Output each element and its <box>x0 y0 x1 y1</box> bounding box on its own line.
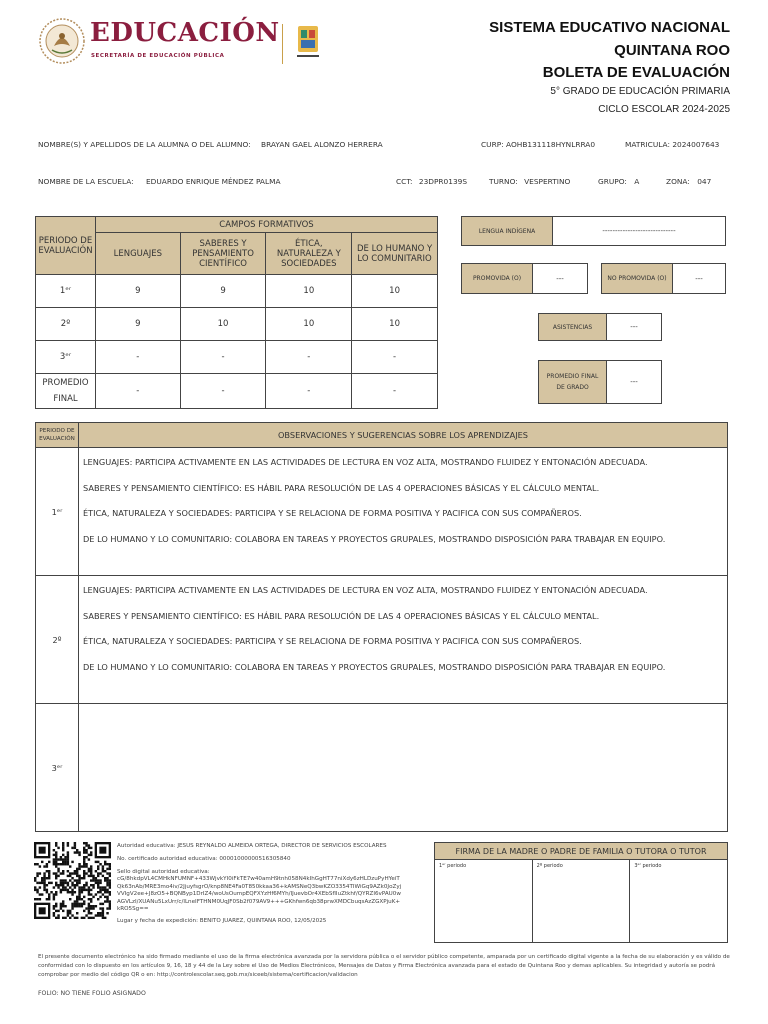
cct-label: CCT: <box>396 177 413 186</box>
matricula-field <box>625 140 719 149</box>
mexico-seal-icon <box>38 16 86 66</box>
period-label: 3ᵉʳ <box>36 341 96 374</box>
student-name-row <box>38 140 383 149</box>
student-name-label: NOMBRE(S) Y APELLIDOS DE LA ALUMNA O DEL ALUMNO: <box>38 140 251 149</box>
logo-wordmark: EDUCACIÓN <box>90 18 280 48</box>
obs-period-label: 1ᵉʳ <box>36 448 79 576</box>
cct-field <box>396 177 467 186</box>
lugar-fecha: Lugar y fecha de expedición: BENITO JUAREZ, QUINTANA ROO, 12/05/2025 <box>117 917 327 924</box>
no-promovida-value: --- <box>672 263 726 294</box>
turno-field <box>489 177 570 186</box>
promovida-label: PROMOVIDA (O) <box>461 263 533 294</box>
curp-label: CURP: <box>481 140 504 149</box>
observations-table <box>35 422 728 832</box>
table-row <box>36 448 728 576</box>
matricula-label: MATRICULA: <box>625 140 670 149</box>
legal-notice: El presente documento electrónico ha sido firmado mediante el uso de la firma electrónica avanzada por la servidora pública o el servidor público competente, amparada por un certificado digital vigente a la fecha de su elaboración y es válido de conformidad con lo dispuesto en los artículos 9, 16, 18 y 44 de la Ley sobre el Uso de Medios Electrónicos, Mensajes de Datos y Firma Electrónica avanzada para el estado de Quintana Roo y demas aplicables. Su integridad y autoría se podrá comprobar por medio del código QR o en: http://controlescolar.seq.gob.mx/siceeb/sistema/certificacion/validacion <box>38 954 730 978</box>
cct-value: 23DPR0139S <box>418 177 468 186</box>
certificate-info <box>117 842 402 925</box>
school-year: CICLO ESCOLAR 2024-2025 <box>598 104 730 115</box>
asistencias-label: ASISTENCIAS <box>538 313 607 341</box>
grade-level: 5° GRADO DE EDUCACIÓN PRIMARIA <box>550 86 730 97</box>
sello-label: Sello digital autoridad educativa: <box>117 869 210 875</box>
obs-line: ÉTICA, NATURALEZA Y SOCIEDADES: PARTICIPA Y SE RELACIONA DE FORMA POSITIVA Y PACIFICA CON SUS COMPAÑEROS. <box>83 636 582 647</box>
grade-cell: - <box>180 341 266 374</box>
obs-line: DE LO HUMANO Y LO COMUNITARIO: COLABORA EN TAREAS Y PROYECTOS GRUPALES, MOSTRANDO DISPOSICIÓN PARA TRABAJAR EN EQUIPO. <box>83 533 666 544</box>
grade-cell: - <box>95 374 180 409</box>
turno-label: TURNO: <box>489 177 518 186</box>
sello-digital: cG/8hkdpVL4CMHkNFUMNF+433WjvkYI0iFkTE7w40amH9tnh058N4kIhGgHT77niXdy6zHLDzuPyHYeiTQk63nAb/MRE3mo4iv/2JjuyfsgrO/knp8NE4Fa0T850kkaa36+kAMSNeQ3bwKZO3354TIWiGq9AZk0JoZyjVVIgV2ee+J8zO5+BQNByp1DrIZ4/woUsOumpEQFXYzHf6MYh/IJuevbOr4XEbSflIuZtkhf/QYRZI6vPAU0wAGVLzI/XUANu5LxUrr/c/lLneIFTHNM0UqJF0Sb2f079AV9+++GKhfwn6qb38prwXMDCbuqsAzZGXPjuK+kRO5Sg== <box>117 876 402 913</box>
table-row <box>36 341 438 374</box>
header-line-2: QUINTANA ROO <box>614 42 730 59</box>
obs-title: OBSERVACIONES Y SUGERENCIAS SOBRE LOS APRENDIZAJES <box>79 423 728 448</box>
logo-subtitle: SECRETARÍA DE EDUCACIÓN PÚBLICA <box>91 53 225 59</box>
obs-period-label: 3ᵉʳ <box>36 704 79 832</box>
table-row <box>36 374 438 409</box>
autoridad-educativa: Autoridad educativa: JESUS REYNALDO ALMEIDA ORTEGA, DIRECTOR DE SERVICIOS ESCOLARES <box>117 843 387 849</box>
table-row <box>36 576 728 704</box>
certificado-number: No. certificado autoridad educativa: 00001000000516305840 <box>117 856 291 862</box>
obs-line: SABERES Y PENSAMIENTO CIENTÍFICO: ES HÁBIL PARA RESOLUCIÓN DE LAS 4 OPERACIONES BÁSICAS Y EL CÁLCULO MENTAL. <box>83 610 600 621</box>
table-row <box>36 704 728 832</box>
firma-title: FIRMA DE LA MADRE O PADRE DE FAMILIA O TUTORA O TUTOR <box>435 843 728 860</box>
grupo-label: GRUPO: <box>598 177 627 186</box>
grade-cell: - <box>266 374 352 409</box>
promedio-final-label: PROMEDIO FINAL DE GRADO <box>538 360 607 404</box>
grade-cell: 10 <box>352 275 438 308</box>
signature-table <box>434 842 728 943</box>
grade-cell: 9 <box>95 308 180 341</box>
firma-period-cell: 3ᵉʳ periodo <box>630 860 728 943</box>
firma-period-cell: 1ᵉʳ periodo <box>435 860 533 943</box>
matricula-value: 2024007643 <box>672 140 720 149</box>
curp-value: AOHB131118HYNLRRA0 <box>506 140 596 149</box>
turno-value: VESPERTINO <box>524 177 571 186</box>
grade-cell: - <box>352 374 438 409</box>
campos-header: CAMPOS FORMATIVOS <box>95 217 437 233</box>
grades-table <box>35 216 438 409</box>
document-title: BOLETA DE EVALUACIÓN <box>542 64 730 81</box>
promovida-value: --- <box>532 263 588 294</box>
obs-line: DE LO HUMANO Y LO COMUNITARIO: COLABORA EN TAREAS Y PROYECTOS GRUPALES, MOSTRANDO DISPOSICIÓN PARA TRABAJAR EN EQUIPO. <box>83 661 666 672</box>
grupo-value: A <box>634 177 640 186</box>
lengua-indigena-label: LENGUA INDÍGENA <box>461 216 553 246</box>
period-label: 1ᵉʳ <box>36 275 96 308</box>
obs-period-label: 2º <box>36 576 79 704</box>
grupo-field <box>598 177 639 186</box>
periodo-header: PERIODO DE EVALUACIÓN <box>36 217 96 275</box>
student-name: BRAYAN GAEL ALONZO HERRERA <box>261 140 383 149</box>
zona-field <box>666 177 711 186</box>
no-promovida-label: NO PROMOVIDA (O) <box>601 263 673 294</box>
obs-line: ÉTICA, NATURALEZA Y SOCIEDADES: PARTICIPA Y SE RELACIONA DE FORMA POSITIVA Y PACIFICA CON SUS COMPAÑEROS. <box>83 508 582 519</box>
column-header: DE LO HUMANO Y LO COMUNITARIO <box>352 233 438 275</box>
grade-cell: 10 <box>180 308 266 341</box>
period-label: 2º <box>36 308 96 341</box>
school-row <box>38 177 281 186</box>
header-line-1: SISTEMA EDUCATIVO NACIONAL <box>489 19 730 36</box>
column-header: LENGUAJES <box>95 233 180 275</box>
school-label: NOMBRE DE LA ESCUELA: <box>38 177 134 186</box>
grade-cell: - <box>95 341 180 374</box>
grade-cell: 9 <box>180 275 266 308</box>
grade-cell: 10 <box>352 308 438 341</box>
asistencias-value: --- <box>606 313 662 341</box>
grade-cell: 10 <box>266 308 352 341</box>
lengua-indigena-value: ----------------------------- <box>552 216 726 246</box>
qr-code-icon <box>34 842 111 919</box>
school-name: EDUARDO ENRIQUE MÉNDEZ PALMA <box>146 177 281 186</box>
quintana-roo-logo-icon <box>295 22 321 62</box>
grade-cell: - <box>180 374 266 409</box>
obs-line: SABERES Y PENSAMIENTO CIENTÍFICO: ES HÁBIL PARA RESOLUCIÓN DE LAS 4 OPERACIONES BÁSICAS Y EL CÁLCULO MENTAL. <box>83 482 600 493</box>
column-header: SABERES Y PENSAMIENTO CIENTÍFICO <box>180 233 266 275</box>
zona-label: ZONA: <box>666 177 690 186</box>
folio: FOLIO: NO TIENE FOLIO ASIGNADO <box>38 990 146 997</box>
curp-field <box>481 140 595 149</box>
table-row <box>36 275 438 308</box>
obs-cell <box>79 704 728 832</box>
column-header: ÉTICA, NATURALEZA Y SOCIEDADES <box>266 233 352 275</box>
table-row <box>36 308 438 341</box>
obs-periodo-header: PERIODO DE EVALUACIÓN <box>36 423 79 448</box>
grade-cell: - <box>266 341 352 374</box>
grade-cell: 10 <box>266 275 352 308</box>
firma-period-cell: 2º periodo <box>532 860 630 943</box>
zona-value: 047 <box>697 177 712 186</box>
obs-cell <box>79 448 728 576</box>
promedio-final-value: --- <box>606 360 662 404</box>
grade-cell: 9 <box>95 275 180 308</box>
obs-line: LENGUAJES: PARTICIPA ACTIVAMENTE EN LAS ACTIVIDADES DE LECTURA EN VOZ ALTA, MOSTRANDO FLUIDEZ Y ENTONACIÓN ADECUADA. <box>83 457 648 467</box>
grade-cell: - <box>352 341 438 374</box>
period-label: PROMEDIO FINAL <box>36 374 96 409</box>
obs-line: LENGUAJES: PARTICIPA ACTIVAMENTE EN LAS ACTIVIDADES DE LECTURA EN VOZ ALTA, MOSTRANDO FLUIDEZ Y ENTONACIÓN ADECUADA. <box>83 585 648 595</box>
header-divider <box>282 24 283 64</box>
obs-cell <box>79 576 728 704</box>
